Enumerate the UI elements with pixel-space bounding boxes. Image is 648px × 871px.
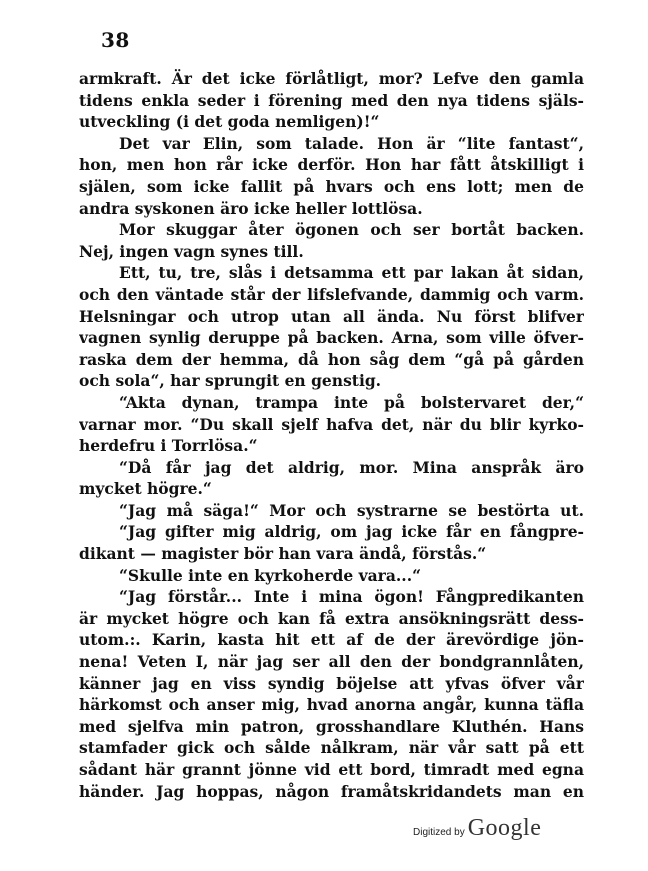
footer-prefix: Digitized by: [413, 827, 465, 838]
text-line: och sola“, har sprungit en genstig.: [79, 371, 382, 391]
text-line: “Akta dynan, trampa inte på bolstervaret der,“: [119, 392, 584, 412]
text-line: “Jag förstår... Inte i mina ögon! Fångpredikanten: [119, 587, 584, 607]
text-line: Nej, ingen vagn synes till.: [79, 241, 304, 261]
text-line: härkomst och anser mig, hvad anorna angår, kunna täfla: [79, 695, 584, 715]
text-line: Det var Elin, som talade. Hon är “lite fantast“,: [119, 133, 584, 153]
text-line: dikant — magister bör han vara ändå, förstås.“: [79, 544, 487, 564]
text-line: tidens enkla seder i förening med den nya tidens själs-: [79, 90, 584, 110]
text-line: varnar mor. “Du skall sjelf hafva det, när du blir kyrko-: [79, 414, 584, 434]
text-line: är mycket högre och kan få extra ansökningsrätt dess-: [79, 608, 584, 628]
google-logo: Google: [467, 815, 542, 841]
text-line: armkraft. Är det icke förlåtligt, mor? Lefve den gamla: [79, 69, 584, 88]
text-line: stamfader gick och sålde nålkram, när vår satt på ett: [79, 738, 584, 758]
text-line: raska dem der hemma, då hon såg dem “gå på gården: [79, 349, 584, 369]
text-line: hon, men hon rår icke derför. Hon har fått åtskilligt i: [79, 155, 584, 175]
text-line: med sjelfva min patron, grosshandlare Kluthén. Hans: [79, 716, 584, 736]
text-line: “Jag gifter mig aldrig, om jag icke får en fångpre-: [119, 522, 584, 542]
text-line: Mor skuggar åter ögonen och ser bortåt backen.: [119, 220, 584, 240]
page-body: [79, 68, 584, 802]
text-line: utveckling (i det goda nemligen)!“: [79, 112, 380, 132]
text-line: vagnen synlig deruppe på backen. Arna, som ville öfver-: [79, 328, 584, 348]
text-line: utom.:. Karin, kasta hit ett af de der ärevördige jön-: [79, 630, 584, 650]
text-line: herdefru i Torrlösa.“: [79, 436, 258, 456]
text-line: händer. Jag hoppas, någon framåtskridandets man en: [79, 781, 584, 801]
text-line: själen, som icke fallit på hvars och ens lott; men de: [79, 176, 584, 196]
text-line: känner jag en viss syndig böjelse att yfvas öfver vår: [79, 673, 584, 693]
text-line: Ett, tu, tre, slås i detsamma ett par lakan åt sidan,: [119, 263, 584, 283]
page-number: 38: [101, 28, 130, 52]
text-line: Helsningar och utrop utan all ända. Nu först blifver: [79, 306, 584, 326]
text-line: “Då får jag det aldrig, mor. Mina anspråk äro: [119, 457, 584, 477]
text-line: mycket högre.“: [79, 479, 212, 499]
digitized-by-google-watermark: [413, 815, 541, 842]
text-line: andra syskonen äro icke heller lottlösa.: [79, 198, 423, 218]
text-line: “Jag må säga!“ Mor och systrarne se bestörta ut.: [119, 500, 584, 520]
text-line: sådant här grannt jönne vid ett bord, timradt med egna: [79, 760, 584, 779]
text-line: och den väntade står der lifslefvande, dammig och varm.: [79, 284, 584, 304]
text-line: nena! Veten I, när jag ser all den der bondgrannlåten,: [79, 652, 584, 672]
text-line: “Skulle inte en kyrkoherde vara...“: [119, 565, 422, 585]
